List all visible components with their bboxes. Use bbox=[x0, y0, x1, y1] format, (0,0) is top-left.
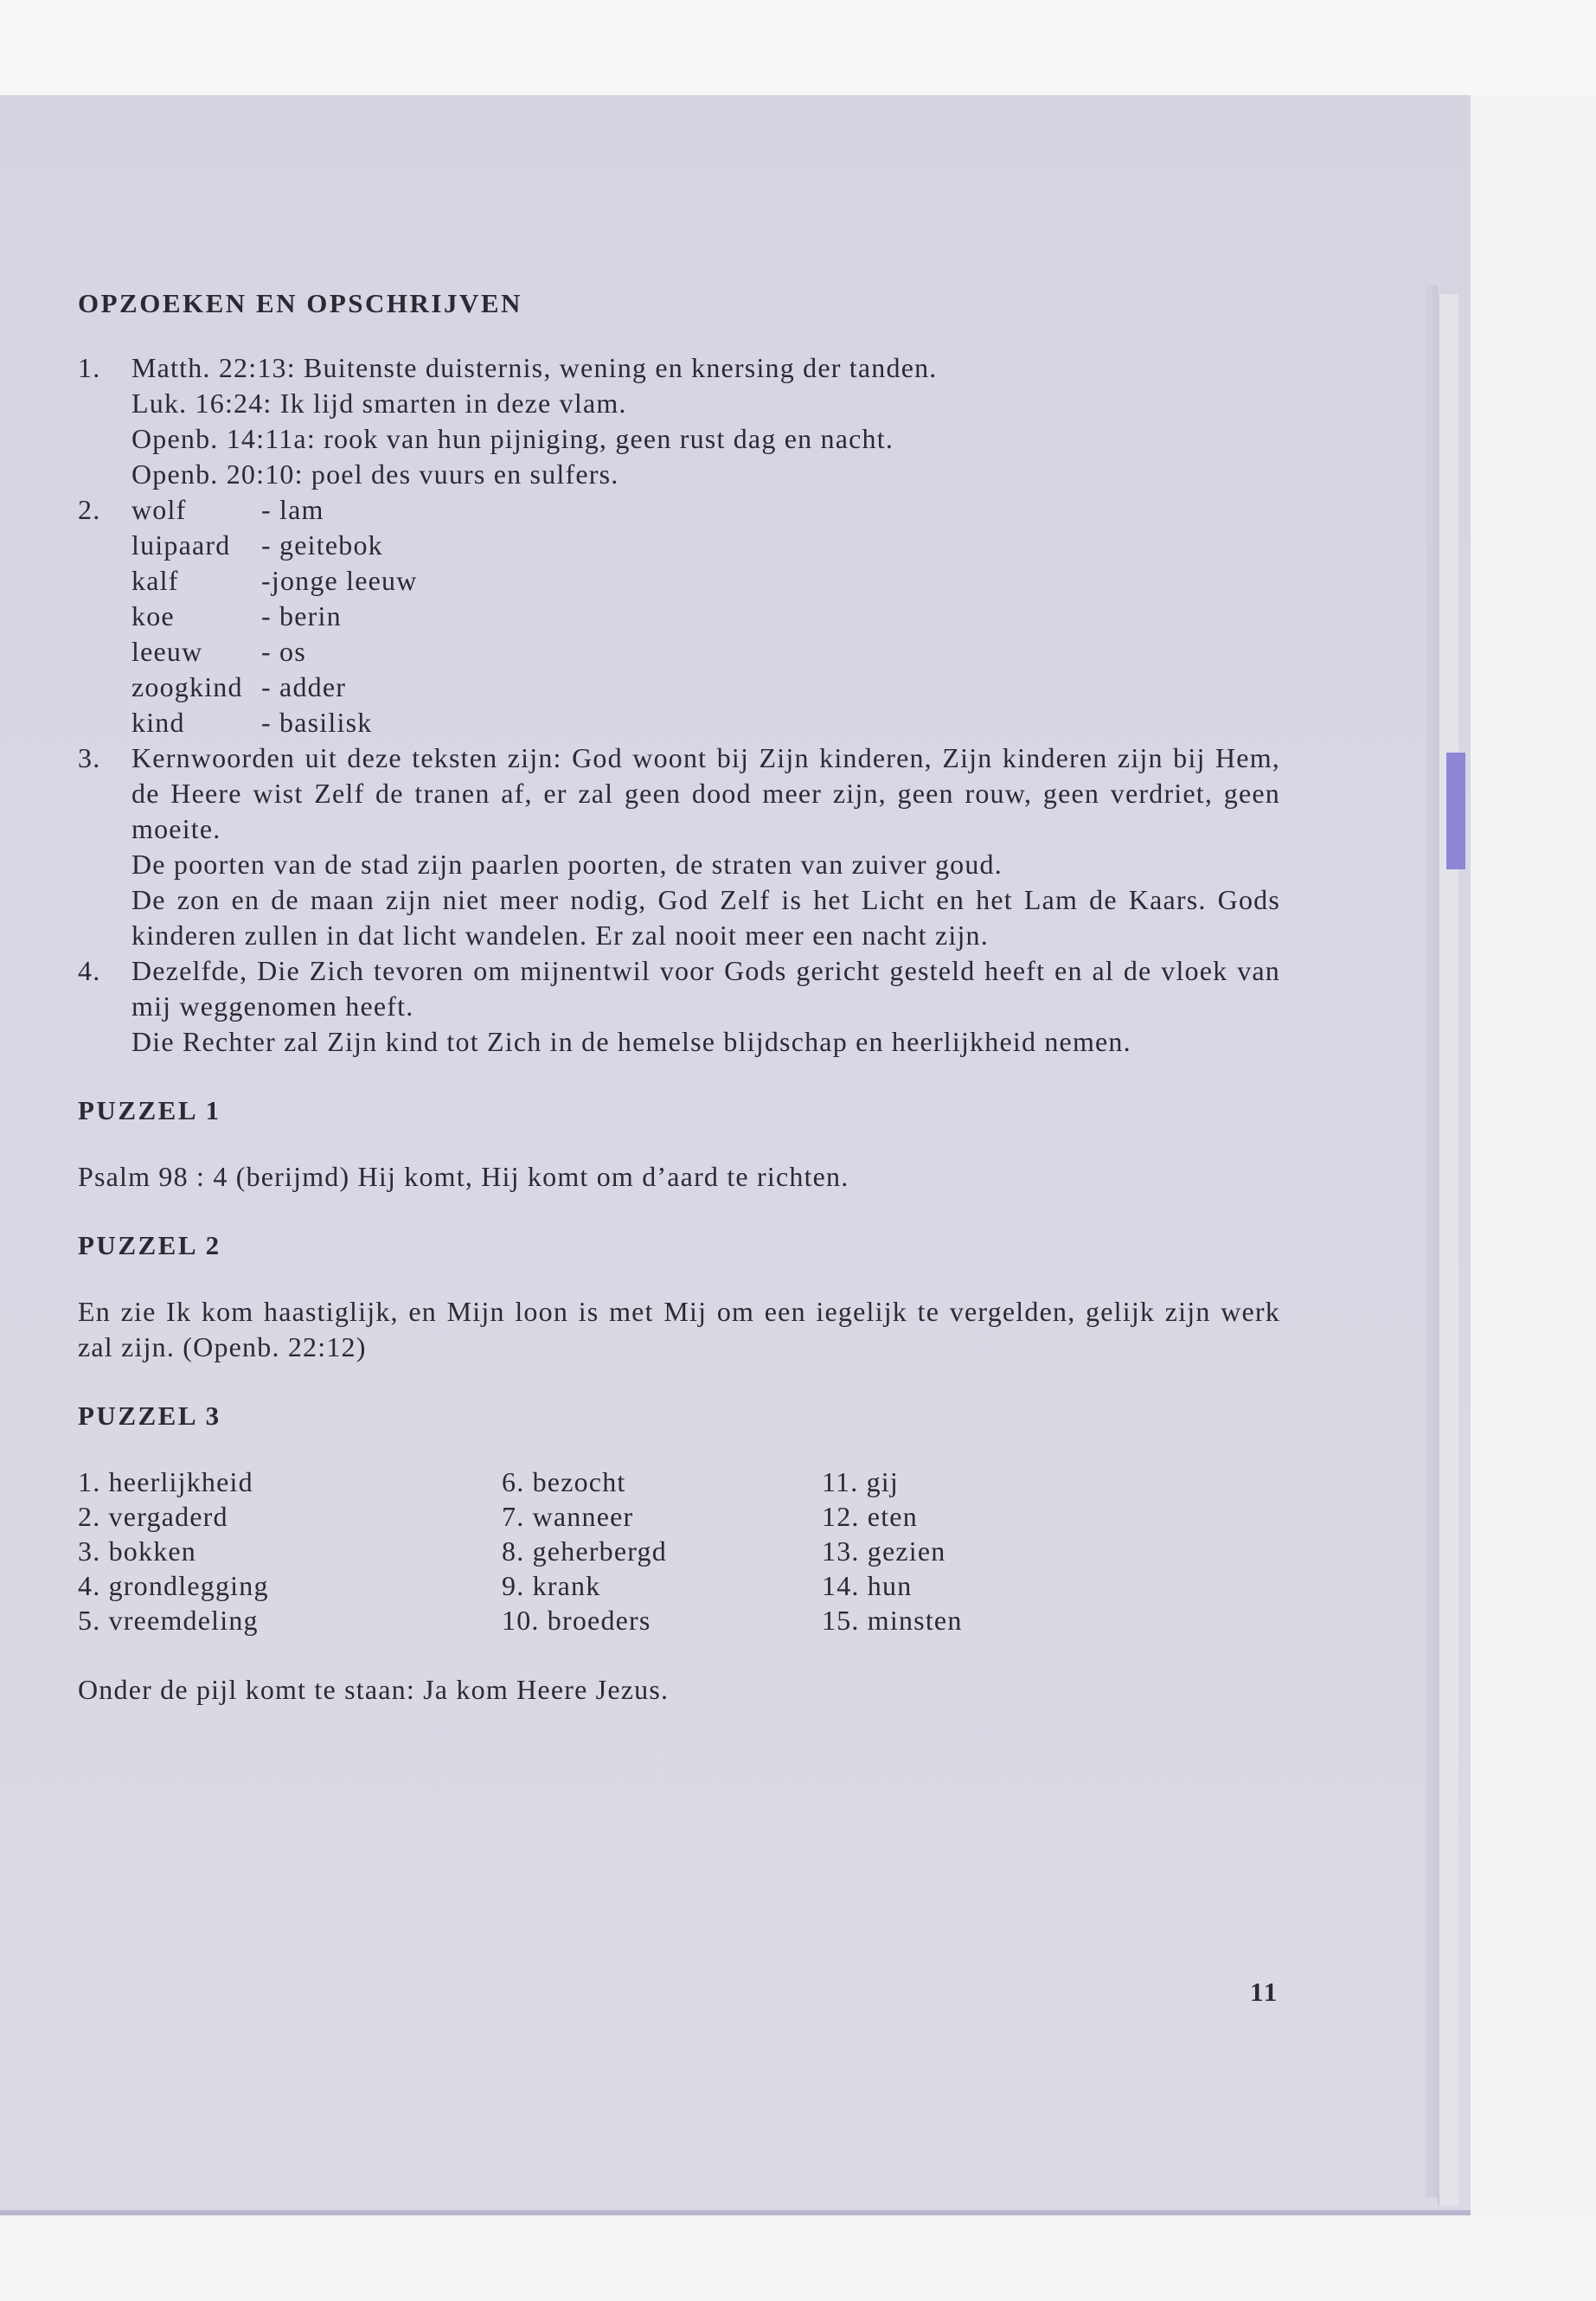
word-item: 3. bokken bbox=[78, 1535, 197, 1567]
pair-left: koe bbox=[131, 600, 175, 631]
text-line: Openb. 14:11a: rook van hun pijniging, geen rust dag en nacht. bbox=[131, 423, 894, 454]
word-column bbox=[822, 1465, 1081, 1638]
list-item bbox=[78, 953, 1280, 1060]
page-edge-tab bbox=[1446, 753, 1465, 869]
pair-left: leeuw bbox=[131, 636, 203, 667]
word-pairs bbox=[131, 492, 1280, 740]
paragraph: Die Rechter zal Zijn kind tot Zich in de hemelse blijdschap en heerlijkheid nemen. bbox=[131, 1026, 1131, 1057]
word-item: 7. wanneer bbox=[502, 1501, 634, 1532]
puzzel-3-footer: Onder de pijl komt te staan: Ja kom Heere Jezus. bbox=[78, 1674, 670, 1705]
puzzel-1-heading: PUZZEL 1 bbox=[78, 1095, 221, 1125]
pair-right: - os bbox=[261, 636, 306, 667]
puzzel-3-heading: PUZZEL 3 bbox=[78, 1400, 221, 1431]
pair-left: kalf bbox=[131, 565, 179, 596]
page-binding-shadow bbox=[1426, 285, 1438, 2197]
page-number: 11 bbox=[1250, 1977, 1279, 2007]
pair-right: - basilisk bbox=[261, 707, 373, 738]
word-item: 5. vreemdeling bbox=[78, 1605, 259, 1636]
word-item: 12. eten bbox=[822, 1501, 918, 1532]
word-item: 14. hun bbox=[822, 1570, 913, 1601]
page-edge bbox=[1438, 294, 1458, 2206]
scan-background-right bbox=[1471, 95, 1596, 2214]
item-number: 2. bbox=[78, 494, 101, 525]
puzzel-3-word-columns bbox=[78, 1465, 1280, 1638]
paragraph: De poorten van de stad zijn paarlen poorten, de straten van zuiver goud. bbox=[131, 849, 1003, 880]
word-item: 4. grondlegging bbox=[78, 1570, 269, 1601]
text-line: Luk. 16:24: Ik lijd smarten in deze vlam. bbox=[131, 388, 627, 419]
word-item: 15. minsten bbox=[822, 1605, 963, 1636]
item-number: 4. bbox=[78, 955, 101, 986]
word-item: 1. heerlijkheid bbox=[78, 1466, 253, 1497]
item-number: 1. bbox=[78, 352, 101, 383]
section-heading: OPZOEKEN EN OPSCHRIJVEN bbox=[78, 288, 522, 318]
word-item: 6. bezocht bbox=[502, 1466, 626, 1497]
paragraph: Dezelfde, Die Zich tevoren om mijnentwil voor Gods gericht gesteld heeft en al de vloek van mij weggenomen heeft. bbox=[131, 955, 1280, 1022]
list-item bbox=[78, 740, 1280, 953]
item-number: 3. bbox=[78, 742, 101, 773]
pair-left: kind bbox=[131, 707, 185, 738]
puzzel-3-section bbox=[78, 1398, 1280, 1708]
puzzel-2-heading: PUZZEL 2 bbox=[78, 1230, 221, 1260]
page-content bbox=[78, 285, 1280, 1708]
word-item: 8. geherbergd bbox=[502, 1535, 667, 1567]
word-column bbox=[502, 1465, 822, 1638]
word-item: 9. krank bbox=[502, 1570, 601, 1601]
paragraph: Kernwoorden uit deze teksten zijn: God woont bij Zijn kinderen, Zijn kinderen zijn bij Hem, de Heere wist Zelf de tranen af, er zal geen dood meer zijn, geen rouw, geen verdriet, geen moeite. bbox=[131, 742, 1280, 844]
word-item: 13. gezien bbox=[822, 1535, 946, 1567]
word-item: 10. broeders bbox=[502, 1605, 651, 1636]
pair-left: wolf bbox=[131, 494, 187, 525]
puzzel-1-section bbox=[78, 1093, 1280, 1195]
text-line: Matth. 22:13: Buitenste duisternis, wening en knersing der tanden. bbox=[131, 352, 938, 383]
word-item: 11. gij bbox=[822, 1466, 899, 1497]
list-item bbox=[78, 492, 1280, 740]
answer-list bbox=[78, 350, 1280, 1060]
pair-left: zoogkind bbox=[131, 671, 243, 702]
pair-right: - geitebok bbox=[261, 529, 383, 561]
puzzel-1-answer: Psalm 98 : 4 (berijmd) Hij komt, Hij komt om d’aard te richten. bbox=[78, 1161, 849, 1192]
puzzel-2-section bbox=[78, 1227, 1280, 1365]
paragraph: De zon en de maan zijn niet meer nodig, God Zelf is het Licht en het Lam de Kaars. Gods kinderen zullen in dat licht wandelen. Er zal nooit meer een nacht zijn. bbox=[131, 884, 1280, 951]
pair-right: -jonge leeuw bbox=[261, 565, 418, 596]
word-item: 2. vergaderd bbox=[78, 1501, 228, 1532]
list-item bbox=[78, 350, 1280, 492]
pair-right: - adder bbox=[261, 671, 347, 702]
pair-right: - lam bbox=[261, 494, 324, 525]
pair-right: - berin bbox=[261, 600, 342, 631]
pair-left: luipaard bbox=[131, 529, 231, 561]
puzzel-2-answer: En zie Ik kom haastiglijk, en Mijn loon is met Mij om een iegelijk te vergelden, gelijk zijn werk zal zijn. (Openb. 22:12) bbox=[78, 1296, 1280, 1362]
scan-background-top bbox=[0, 0, 1596, 95]
text-line: Openb. 20:10: poel des vuurs en sulfers. bbox=[131, 458, 619, 490]
word-column bbox=[78, 1465, 502, 1638]
